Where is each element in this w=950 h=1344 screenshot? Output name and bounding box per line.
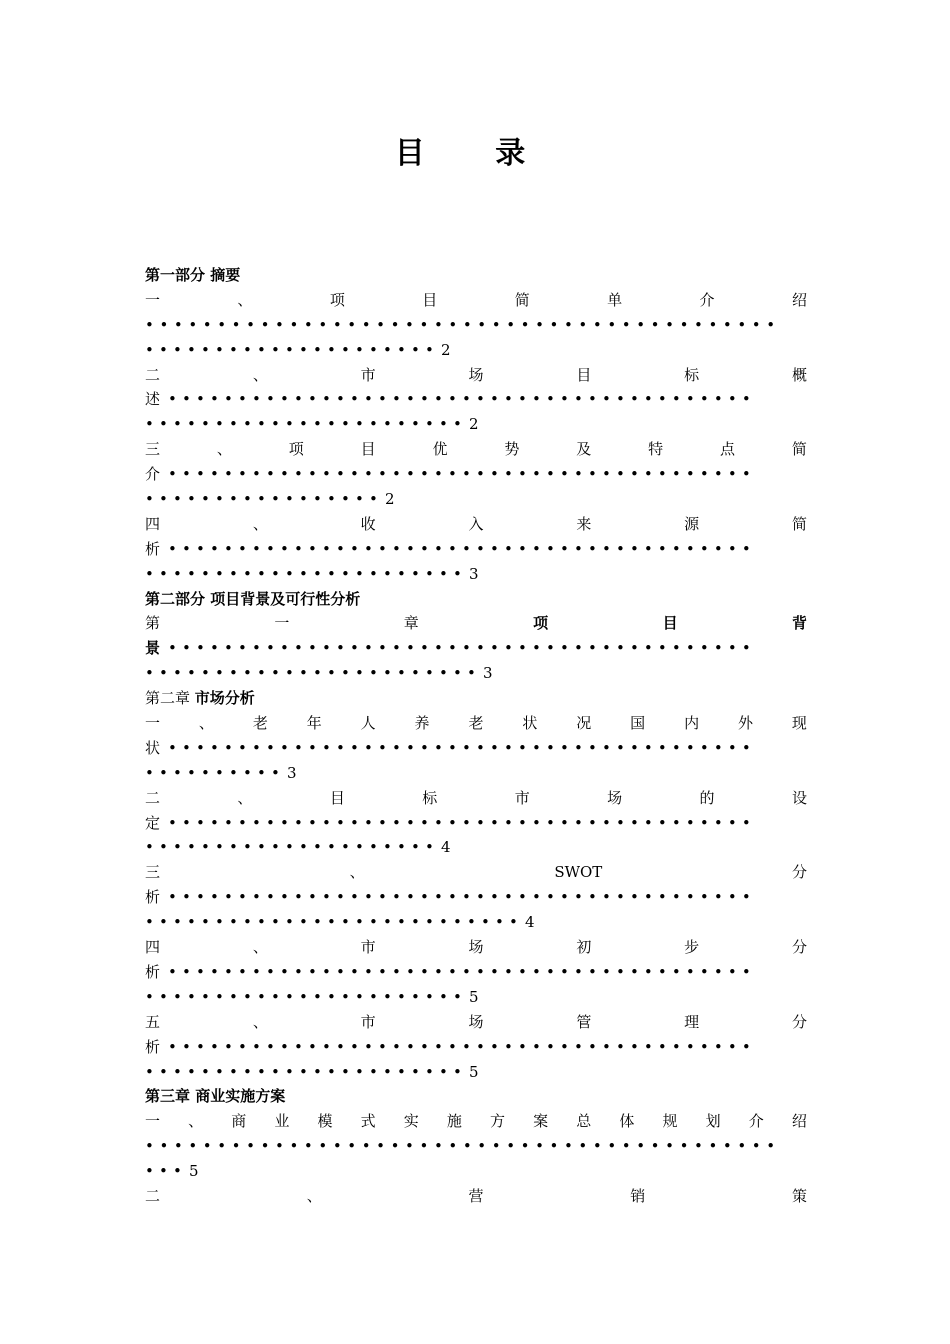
toc-title-char: 特 (648, 440, 664, 459)
toc-title-char: 市 (514, 788, 530, 807)
page-number: 4 (440, 838, 451, 857)
page-number: 5 (189, 1162, 199, 1181)
toc-title-char: 管 (576, 1012, 592, 1031)
toc-title-char: 场 (468, 938, 484, 957)
toc-section-heading: 第三章 商业实施方案 (145, 1087, 286, 1106)
toc-title-char: 施 (446, 1112, 462, 1131)
toc-title-char: 背 (791, 614, 807, 633)
toc-title-char: 、 (188, 1112, 204, 1131)
toc-title-char: 、 (237, 788, 253, 807)
dot-leader: •••••••••••••••••••••••••••••••••••••••••• (168, 813, 756, 832)
toc-title-char: 点 (720, 440, 736, 459)
toc-title-char: 、 (252, 1012, 268, 1031)
toc-title-char: 析 (145, 888, 161, 907)
toc-title-char: 概 (791, 365, 807, 384)
toc-title-char: 分 (791, 938, 807, 957)
toc-title-char: 设 (791, 788, 807, 807)
toc-title-char: 项 (288, 440, 304, 459)
toc-title-char: 项 (329, 290, 345, 309)
toc-title-char: 一 (145, 290, 161, 309)
toc-title-char: 一 (145, 1112, 161, 1131)
toc-leader-line (145, 537, 807, 562)
toc-entry-title-line (145, 611, 807, 636)
toc-title-char: 优 (432, 440, 448, 459)
toc-entry-title-line (145, 288, 807, 313)
toc-title-char: 目 (576, 365, 592, 384)
page-number: 3 (468, 564, 479, 583)
toc-title-char: 第 (145, 614, 161, 633)
toc-title-char: 分 (791, 1012, 807, 1031)
toc-leader-line (145, 313, 807, 338)
toc-title-char: 项 (533, 614, 549, 633)
toc-title-char: 三 (145, 863, 161, 882)
toc-title-char: 析 (145, 962, 161, 981)
toc-title-char: 目 (662, 614, 678, 633)
toc-title-char: 标 (422, 788, 438, 807)
toc-title-char: 析 (145, 1037, 161, 1056)
dot-leader: •••••••••••••••••••••••••••••••••••••••••••• (145, 1137, 781, 1156)
toc-title-char: 内 (684, 714, 700, 733)
toc-leader-line (145, 487, 807, 512)
toc-leader-line (145, 761, 807, 786)
toc-title-char: 、 (306, 1186, 322, 1205)
toc-title-char: 总 (576, 1112, 592, 1131)
toc-title-char: 简 (791, 514, 807, 533)
toc-leader-line (145, 811, 807, 836)
toc-title-char: 四 (145, 938, 161, 957)
toc-title-char: 模 (317, 1112, 333, 1131)
toc-title-char: 介 (145, 465, 161, 484)
toc-title-char: 场 (607, 788, 623, 807)
toc-chapter-heading (145, 686, 807, 711)
toc-title-char: 述 (145, 390, 161, 409)
toc-title-char: 源 (684, 514, 700, 533)
toc-title-char: 目 (329, 788, 345, 807)
page-number: 3 (286, 763, 297, 782)
dot-leader: ••••••••••••••••••••••••••• (145, 913, 523, 932)
chapter-title: 市场分析 (194, 689, 255, 708)
page-number: 2 (468, 415, 479, 434)
toc-title-char: 场 (468, 1012, 484, 1031)
toc-title-char: 及 (576, 440, 592, 459)
toc-section-heading: 第一部分 摘要 (145, 266, 241, 284)
toc-title-char: 市 (360, 365, 376, 384)
toc-title-char: 介 (699, 290, 715, 309)
toc-title-char: 的 (699, 788, 715, 807)
dot-leader: ••••••••••••••••••••••• (145, 415, 467, 434)
toc-title-char: 二 (145, 365, 161, 384)
toc-title-char: 规 (662, 1112, 678, 1131)
dot-leader: ••• (145, 1162, 187, 1181)
dot-leader: ••••••••••••••••••••••• (145, 1062, 467, 1081)
toc-title-char: 式 (360, 1112, 376, 1131)
dot-leader: •••••••••••••••••••••••• (145, 664, 481, 683)
toc-leader-line (145, 1035, 807, 1060)
toc-title-char: 实 (403, 1112, 419, 1131)
toc-title-char: 标 (684, 365, 700, 384)
toc-title-char: 养 (414, 714, 430, 733)
toc-leader-line (145, 835, 807, 860)
dot-leader: •••••••••••••••••••••••••••••••••••••••••• (168, 888, 756, 907)
toc-title-char: 、 (237, 290, 253, 309)
toc-title-char: 市 (360, 938, 376, 957)
dot-leader: •••••••••••••••••••••••••••••••••••••••••• (168, 390, 756, 409)
dot-leader: •••••••••••••••••••••••••••••••••••••••••• (168, 1037, 756, 1056)
toc-title-char: 、 (216, 440, 232, 459)
page-title: 目 录 (394, 136, 556, 171)
toc-entry-title-line (145, 786, 807, 811)
toc-leader-line (145, 885, 807, 910)
toc-leader-line (145, 462, 807, 487)
toc-title-char: 三 (145, 440, 161, 459)
toc-title-char: 状 (522, 714, 538, 733)
toc-leader-line (145, 736, 807, 761)
toc-title-char: 二 (145, 788, 161, 807)
toc-title-char: 目 (422, 290, 438, 309)
toc-leader-line (145, 661, 807, 686)
toc-title-char: 入 (468, 514, 484, 533)
toc-title-char: 、 (349, 863, 365, 882)
toc-leader-line (145, 1134, 807, 1159)
toc-title-char: 人 (360, 714, 376, 733)
toc-title-char: 况 (576, 714, 592, 733)
dot-leader: •••••••••••••••••••••••••••••••••••••••••• (168, 539, 756, 558)
toc-title-char: 外 (737, 714, 753, 733)
toc-title-char: 业 (274, 1112, 290, 1131)
toc-entry-title-line (145, 935, 807, 960)
toc-leader-line (145, 1159, 807, 1184)
toc-entry-title-line (145, 437, 807, 462)
page-number: 5 (468, 987, 479, 1006)
toc-section-heading: 第二部分 项目背景及可行性分析 (145, 589, 361, 608)
toc-title-char: 简 (514, 290, 530, 309)
chapter-number: 第二章 (145, 689, 195, 708)
toc-title-char: 五 (145, 1012, 161, 1031)
toc-leader-line (145, 387, 807, 412)
toc-title-char: SWOT (554, 863, 603, 882)
dot-leader: ••••••••••••••••••••••• (145, 987, 467, 1006)
toc-title-char: 、 (252, 514, 268, 533)
toc-title-char: 绍 (791, 1112, 807, 1131)
dot-leader: ••••••••••••••••••••• (145, 838, 439, 857)
toc-title-char: 析 (145, 539, 161, 558)
toc-title-char: 划 (705, 1112, 721, 1131)
dot-leader: •••••••••••••••••••••••••••••••••••••••••• (168, 639, 756, 658)
dot-leader: •••••••••••••••••••••••••••••••••••••••••••• (145, 315, 781, 334)
toc-entry-title-line (145, 512, 807, 537)
dot-leader: ••••••••••••••••• (145, 490, 383, 509)
dot-leader: •••••••••••••••••••••••••••••••••••••••••• (168, 465, 756, 484)
toc-leader-line (145, 910, 807, 935)
toc-title-char: 景 (145, 639, 161, 658)
toc-title-char: 、 (198, 714, 214, 733)
toc-title-char: 老 (252, 714, 268, 733)
page-number: 2 (440, 340, 451, 359)
toc-title-char: 一 (145, 714, 161, 733)
toc-title-char: 单 (607, 290, 623, 309)
toc-title-char: 理 (684, 1012, 700, 1031)
toc-leader-line (145, 338, 807, 363)
table-of-contents (145, 263, 807, 1209)
toc-title-char: 绍 (791, 290, 807, 309)
dot-leader: •••••••••••••••••••••••••••••••••••••••••• (168, 962, 756, 981)
toc-title-char: 策 (791, 1186, 807, 1205)
toc-title-char: 分 (791, 863, 807, 882)
toc-entry-title-line (145, 860, 807, 885)
toc-leader-line (145, 562, 807, 587)
toc-title-char: 二 (145, 1186, 161, 1205)
toc-title-char: 案 (533, 1112, 549, 1131)
toc-title-char: 一 (274, 614, 290, 633)
page-number: 5 (468, 1062, 479, 1081)
toc-title-char: 场 (468, 365, 484, 384)
toc-title-char: 势 (504, 440, 520, 459)
dot-leader: ••••••••••••••••••••••• (145, 564, 467, 583)
toc-title-char: 老 (468, 714, 484, 733)
toc-title-char: 、 (252, 938, 268, 957)
dot-leader: •••••••••••••••••••••••••••••••••••••••••• (168, 738, 756, 757)
toc-title-char: 初 (576, 938, 592, 957)
toc-title-char: 方 (490, 1112, 506, 1131)
toc-title-char: 体 (619, 1112, 635, 1131)
toc-title-char: 销 (630, 1186, 646, 1205)
toc-title-char: 四 (145, 514, 161, 533)
toc-title-char: 介 (748, 1112, 764, 1131)
toc-leader-line (145, 985, 807, 1010)
page-number: 4 (524, 913, 535, 932)
dot-leader: •••••••••• (145, 763, 285, 782)
page-number: 2 (384, 490, 395, 509)
dot-leader: ••••••••••••••••••••• (145, 340, 439, 359)
toc-entry-title-line (145, 363, 807, 388)
toc-leader-line (145, 1060, 807, 1085)
toc-title-char: 现 (791, 714, 807, 733)
toc-title-char: 、 (252, 365, 268, 384)
toc-leader-line (145, 960, 807, 985)
toc-title-char: 定 (145, 813, 161, 832)
toc-title-char: 目 (360, 440, 376, 459)
toc-title-char: 来 (576, 514, 592, 533)
toc-entry-title-line (145, 1184, 807, 1209)
toc-title-char: 步 (684, 938, 700, 957)
toc-entry-title-line (145, 1109, 807, 1134)
toc-entry-title-line (145, 711, 807, 736)
toc-title-char: 收 (360, 514, 376, 533)
toc-title-char: 商 (231, 1112, 247, 1131)
toc-title-char: 年 (306, 714, 322, 733)
toc-title-char: 简 (791, 440, 807, 459)
toc-leader-line (145, 412, 807, 437)
toc-title-char: 市 (360, 1012, 376, 1031)
toc-leader-line (145, 636, 807, 661)
toc-entry-title-line (145, 1010, 807, 1035)
toc-title-char: 章 (403, 614, 419, 633)
toc-title-char: 营 (468, 1186, 484, 1205)
toc-title-char: 状 (145, 738, 161, 757)
page-number: 3 (482, 664, 493, 683)
toc-title-char: 国 (630, 714, 646, 733)
